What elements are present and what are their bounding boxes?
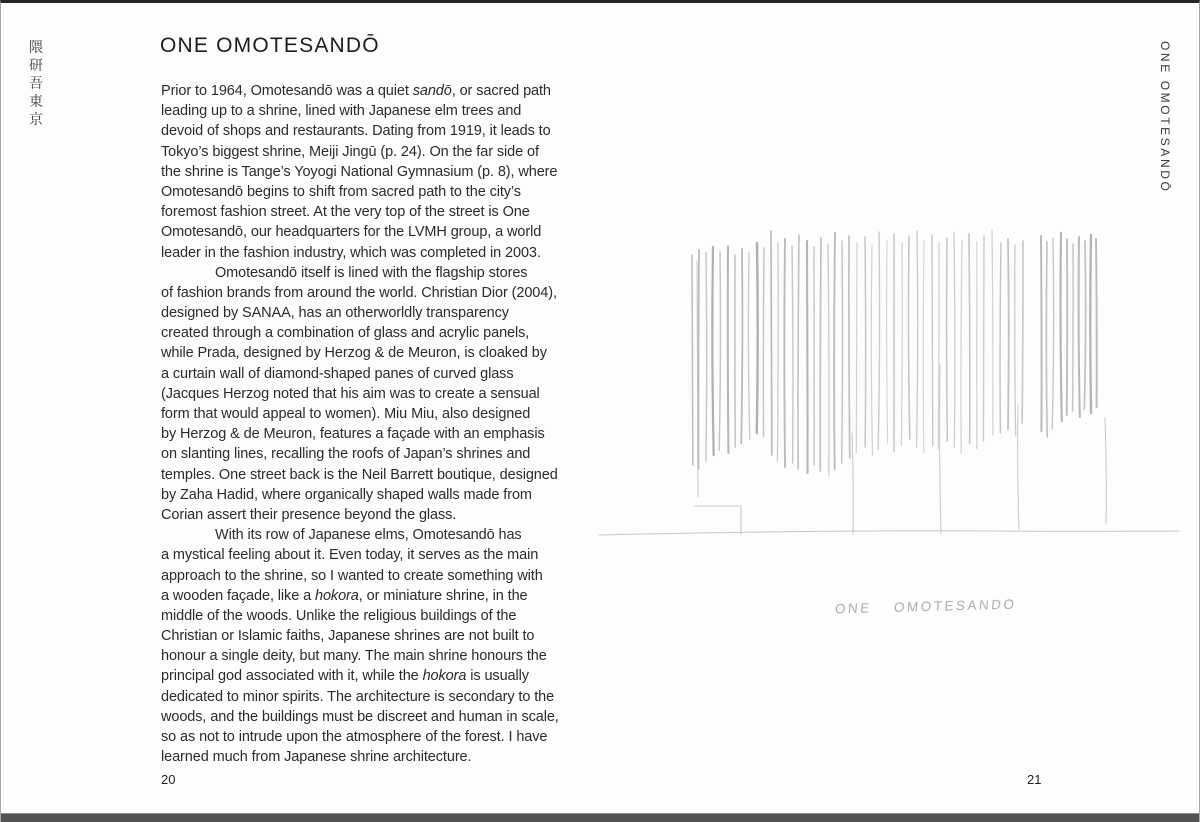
body-line: Omotesandō itself is lined with the flagship stores [215,264,528,281]
spine-japanese-char: 隈 [29,39,43,55]
body-line: (Jacques Herzog noted that his aim was to create a sensual [161,385,540,402]
body-line: by Herzog & de Meuron, features a façade with an emphasis [161,426,545,443]
body-line: while Prada, designed by Herzog & de Meuron, is cloaked by [161,345,547,362]
body-line: honour a single deity, but many. The main shrine honours the [161,648,547,665]
body-line: approach to the shrine, so I wanted to create something with [161,567,543,584]
body-line: so as not to intrude upon the atmosphere of the forest. I have [161,729,548,745]
page-number-right: 21 [1027,772,1042,787]
body-line: learned much from Japanese shrine architecture. [161,749,472,766]
body-line: principal god associated with it, while the hokora is usually [161,668,529,685]
handwritten-caption: ONE OMOTESANDO [834,596,1018,617]
body-line: a curtain wall of diamond-shaped panes of curved glass [161,365,514,382]
body-line: a mystical feeling about it. Even today, it serves as the main [161,547,539,564]
body-line: a wooden façade, like a hokora, or miniature shrine, in the [161,587,528,604]
body-line: temples. One street back is the Neil Barrett boutique, designed [161,466,558,483]
sketch-svg [591,203,1200,623]
body-line: Omotesandō, our headquarters for the LVMH group, a world [161,224,542,241]
body-line: Omotesandō begins to shift from sacred path to the city’s [161,183,521,200]
spine-japanese-char: 京 [29,111,43,127]
body-line: Prior to 1964, Omotesandō was a quiet sandō, or sacred path [161,83,551,99]
body-line: of fashion brands from around the world. Christian Dior (2004), [161,284,557,301]
page-number-left: 20 [161,772,176,787]
spine-japanese-char: 東 [29,93,43,109]
body-line: With its row of Japanese elms, Omotesandō has [215,527,522,544]
body-line: leading up to a shrine, lined with Japanese elm trees and [161,103,522,120]
body-line: the shrine is Tange’s Yoyogi National Gymnasium (p. 8), where [161,163,558,180]
body-line: Corian assert their presence beyond the glass. [161,506,457,523]
body-line: leader in the fashion industry, which was completed in 2003. [161,244,541,261]
body-text [161,81,561,767]
body-line: created through a combination of glass and acrylic panels, [161,325,530,342]
body-line: by Zaha Hadid, where organically shaped walls made from [161,486,532,503]
chapter-title: ONE OMOTESANDŌ [160,34,380,57]
body-line: designed by SANAA, has an otherworldly transparency [161,305,509,322]
scan-bottom-edge [1,813,1199,822]
body-line: middle of the woods. Unlike the religious buildings of the [161,607,517,624]
running-head-vertical: ONE OMOTESANDŌ [1158,41,1172,194]
body-line: form that would appeal to women). Miu Miu, also designed [161,406,531,422]
body-line: dedicated to minor spirits. The architecture is secondary to the [161,688,555,705]
body-line: Tokyo’s biggest shrine, Meiji Jingū (p. 24). On the far side of [161,143,539,160]
spine-japanese-text [28,39,44,129]
body-line: woods, and the buildings must be discreet and human in scale, [161,708,559,725]
spine-japanese-char: 吾 [29,75,43,91]
body-line: on slanting lines, recalling the roofs of Japan’s shrines and [161,446,531,463]
body-line: foremost fashion street. At the very top of the street is One [161,204,530,221]
body-line: Christian or Islamic faiths, Japanese shrines are not built to [161,628,535,645]
spine-japanese-char: 研 [29,57,43,73]
body-line: devoid of shops and restaurants. Dating from 1919, it leads to [161,123,551,140]
